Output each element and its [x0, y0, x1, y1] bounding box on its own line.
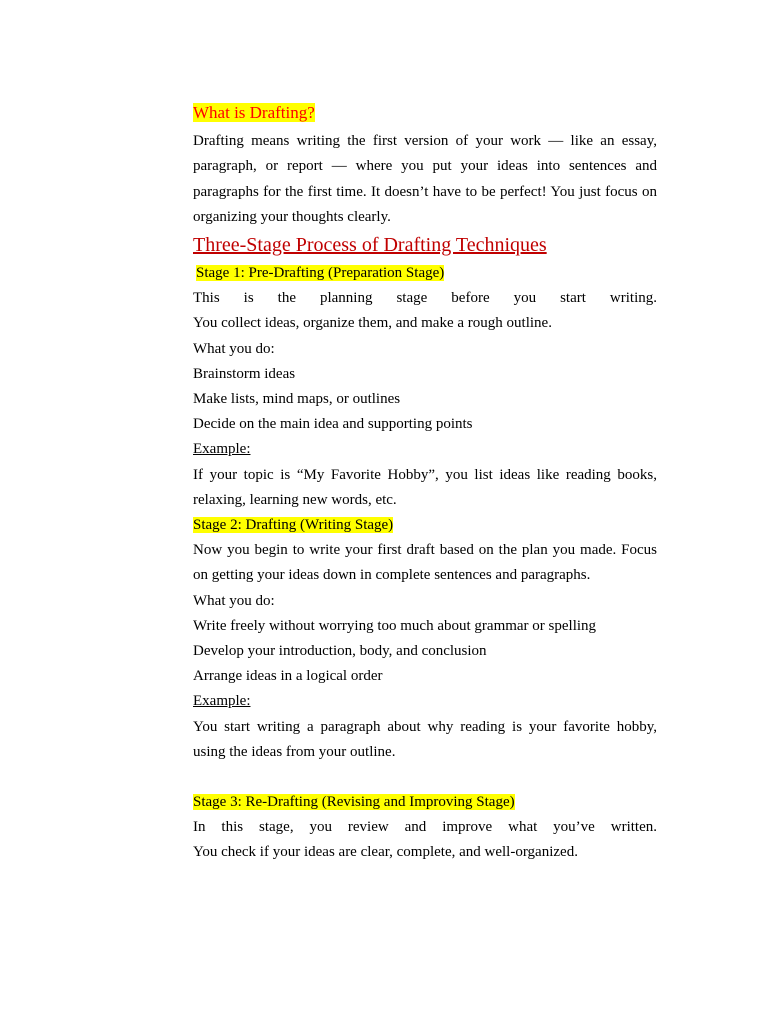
stage2-what-label: What you do: — [193, 592, 275, 609]
stage2-example-label-text: Example: — [193, 693, 251, 710]
stage1-item: Decide on the main idea and supporting points — [193, 416, 473, 433]
stage1-example-label — [193, 437, 657, 462]
stage2-item: Develop your introduction, body, and conclusion — [193, 643, 487, 660]
stage2-example-label — [193, 689, 657, 714]
stage1-line1: This is the planning stage before you start writing. — [193, 290, 657, 307]
blank-line — [193, 765, 657, 790]
heading-what-is-drafting — [193, 101, 657, 127]
stage1-heading — [193, 261, 657, 286]
stage2-item: Write freely without worrying too much about grammar or spelling — [193, 617, 597, 634]
stage1-line2: You collect ideas, organize them, and make a rough outline. — [193, 315, 552, 332]
stage1-item: Brainstorm ideas — [193, 365, 296, 382]
stage3-line2: You check if your ideas are clear, complete, and well-organized. — [193, 844, 578, 861]
stage3-line1: In this stage, you review and improve what you’ve written. — [193, 819, 657, 836]
stage2-title: Stage 2: Drafting (Writing Stage) — [193, 517, 394, 534]
intro-paragraph: Drafting means writing the first version of your work — like an essay, paragraph, or report — where you put your ideas into sentences and paragraphs for the first time. It doesn’t have to be perfect! You just focus on organizing your thoughts clearly. — [193, 133, 657, 225]
stage2-description: Now you begin to write your first draft based on the plan you made. Focus on getting your ideas down in complete sentences and paragraphs. — [193, 542, 657, 584]
stage3-title: Stage 3: Re-Drafting (Revising and Improving Stage) — [193, 794, 515, 811]
stage1-what-label: What you do: — [193, 340, 275, 357]
stage2-item: Arrange ideas in a logical order — [193, 668, 383, 685]
stage1-example: If your topic is “My Favorite Hobby”, you list ideas like reading books, relaxing, learning new words, etc. — [193, 466, 657, 508]
document-content — [193, 101, 657, 866]
heading-three-stage-process: Three-Stage Process of Drafting Techniques — [193, 234, 547, 257]
stage1-title: Stage 1: Pre-Drafting (Preparation Stage) — [196, 265, 445, 282]
heading-what-text: What is Drafting? — [193, 103, 315, 122]
stage2-example: You start writing a paragraph about why reading is your favorite hobby, using the ideas from your outline. — [193, 718, 657, 760]
stage1-example-label-text: Example: — [193, 441, 251, 458]
stage2-heading — [193, 513, 657, 538]
stage3-heading — [193, 790, 657, 815]
stage1-item: Make lists, mind maps, or outlines — [193, 391, 401, 408]
